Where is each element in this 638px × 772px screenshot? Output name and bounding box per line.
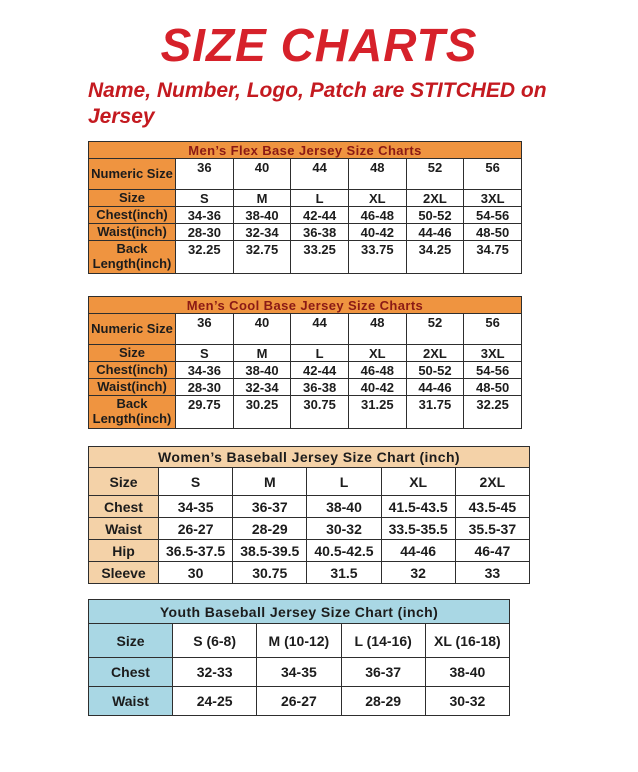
size-cell: 34-35 <box>159 496 233 518</box>
table-row <box>89 207 522 224</box>
table-row <box>89 687 510 716</box>
row-label: Waist(inch) <box>89 379 176 396</box>
table-row <box>89 362 522 379</box>
size-cell: 32.75 <box>233 241 291 274</box>
table-title: Youth Baseball Jersey Size Chart (inch) <box>89 600 510 624</box>
table-title: Women’s Baseball Jersey Size Chart (inch) <box>89 447 530 468</box>
size-cell: 44-46 <box>406 224 464 241</box>
row-label: Size <box>89 624 173 658</box>
size-cell: 34.25 <box>406 241 464 274</box>
size-cell: 30 <box>159 562 233 584</box>
size-cell: 2XL <box>406 345 464 362</box>
size-cell: 28-30 <box>176 224 234 241</box>
size-cell: 54-56 <box>464 362 522 379</box>
table-row <box>89 562 530 584</box>
table-title-row <box>89 142 522 159</box>
size-cell: 32.25 <box>176 241 234 274</box>
table-row <box>89 345 522 362</box>
size-cell: 2XL <box>455 468 529 496</box>
table-row <box>89 518 530 540</box>
size-cell: 40-42 <box>348 224 406 241</box>
table-row <box>89 396 522 429</box>
row-label: Chest(inch) <box>89 362 176 379</box>
size-cell: 40-42 <box>348 379 406 396</box>
size-cell: 34.75 <box>464 241 522 274</box>
row-label: Hip <box>89 540 159 562</box>
size-cell: M <box>233 468 307 496</box>
size-cell: 44-46 <box>381 540 455 562</box>
size-cell: 36-37 <box>233 496 307 518</box>
size-cell: 32 <box>381 562 455 584</box>
youth-size-table <box>88 599 510 716</box>
mens-flex-size-table <box>88 141 522 274</box>
size-cell: M (10-12) <box>257 624 341 658</box>
row-label: Chest(inch) <box>89 207 176 224</box>
row-label: Waist <box>89 687 173 716</box>
size-cell: 48-50 <box>464 224 522 241</box>
table-title: Men’s Cool Base Jersey Size Charts <box>89 297 522 314</box>
size-cell: 42-44 <box>291 362 349 379</box>
size-cell: 56 <box>464 159 522 190</box>
size-cell: 34-36 <box>176 207 234 224</box>
row-label: Size <box>89 468 159 496</box>
size-cell: 33.5-35.5 <box>381 518 455 540</box>
size-cell: 46-48 <box>348 207 406 224</box>
size-cell: 33 <box>455 562 529 584</box>
size-cell: 36.5-37.5 <box>159 540 233 562</box>
size-cell: S (6-8) <box>173 624 257 658</box>
size-cell: 24-25 <box>173 687 257 716</box>
size-cell: M <box>233 190 291 207</box>
size-cell: 40.5-42.5 <box>307 540 381 562</box>
size-cell: 42-44 <box>291 207 349 224</box>
size-cell: 30.25 <box>233 396 291 429</box>
size-cell: 50-52 <box>406 362 464 379</box>
size-cell: 52 <box>406 314 464 345</box>
table-title-row <box>89 447 530 468</box>
size-cell: 48 <box>348 159 406 190</box>
size-cell: L <box>291 345 349 362</box>
size-cell: 48-50 <box>464 379 522 396</box>
table-row <box>89 314 522 345</box>
size-cell: 38.5-39.5 <box>233 540 307 562</box>
row-label: Chest <box>89 658 173 687</box>
size-cell: 33.75 <box>348 241 406 274</box>
table-title-row <box>89 297 522 314</box>
size-cell: 3XL <box>464 190 522 207</box>
table-row <box>89 224 522 241</box>
size-cell: 38-40 <box>307 496 381 518</box>
row-label: Waist(inch) <box>89 224 176 241</box>
size-cell: 50-52 <box>406 207 464 224</box>
size-cell: 36-37 <box>341 658 425 687</box>
size-cell: 35.5-37 <box>455 518 529 540</box>
row-label: Sleeve <box>89 562 159 584</box>
size-cell: 32.25 <box>464 396 522 429</box>
size-cell: 30.75 <box>233 562 307 584</box>
size-cell: 32-34 <box>233 379 291 396</box>
size-cell: 34-36 <box>176 362 234 379</box>
table-row <box>89 190 522 207</box>
size-cell: 36-38 <box>291 379 349 396</box>
size-cell: L (14-16) <box>341 624 425 658</box>
table-title-row <box>89 600 510 624</box>
size-cell: 36 <box>176 314 234 345</box>
size-cell: 38-40 <box>233 207 291 224</box>
size-cell: 3XL <box>464 345 522 362</box>
table-row <box>89 379 522 396</box>
table-row <box>89 540 530 562</box>
size-cell: 26-27 <box>257 687 341 716</box>
size-cell: 48 <box>348 314 406 345</box>
size-cell: 40 <box>233 314 291 345</box>
size-cell: 34-35 <box>257 658 341 687</box>
size-cell: 31.5 <box>307 562 381 584</box>
size-cell: 38-40 <box>233 362 291 379</box>
size-cell: 30-32 <box>307 518 381 540</box>
size-cell: S <box>176 190 234 207</box>
size-cell: XL <box>381 468 455 496</box>
row-label: Size <box>89 345 176 362</box>
row-label: Numeric Size <box>89 159 176 190</box>
size-cell: 31.75 <box>406 396 464 429</box>
table-row <box>89 658 510 687</box>
size-cell: 30.75 <box>291 396 349 429</box>
size-cell: 26-27 <box>159 518 233 540</box>
size-cell: 36 <box>176 159 234 190</box>
row-label: Chest <box>89 496 159 518</box>
size-cell: 56 <box>464 314 522 345</box>
size-cell: 44-46 <box>406 379 464 396</box>
size-cell: 2XL <box>406 190 464 207</box>
size-cell: M <box>233 345 291 362</box>
size-cell: 52 <box>406 159 464 190</box>
size-cell: 28-29 <box>341 687 425 716</box>
row-label: Back Length(inch) <box>89 241 176 274</box>
table-row <box>89 468 530 496</box>
table-row <box>89 159 522 190</box>
size-cell: 31.25 <box>348 396 406 429</box>
size-cell: 32-34 <box>233 224 291 241</box>
size-cell: 54-56 <box>464 207 522 224</box>
page-title: SIZE CHARTS <box>160 19 478 71</box>
size-cell: XL <box>348 345 406 362</box>
size-cell: 44 <box>291 314 349 345</box>
row-label: Numeric Size <box>89 314 176 345</box>
size-cell: 40 <box>233 159 291 190</box>
table-row <box>89 624 510 658</box>
size-cell: 36-38 <box>291 224 349 241</box>
size-cell: 30-32 <box>425 687 509 716</box>
size-cell: L <box>307 468 381 496</box>
size-cell: S <box>176 345 234 362</box>
table-row <box>89 496 530 518</box>
row-label: Waist <box>89 518 159 540</box>
size-cell: 46-47 <box>455 540 529 562</box>
table-row <box>89 241 522 274</box>
size-cell: S <box>159 468 233 496</box>
size-cell: 43.5-45 <box>455 496 529 518</box>
size-cell: 28-30 <box>176 379 234 396</box>
size-cell: XL (16-18) <box>425 624 509 658</box>
size-cell: 44 <box>291 159 349 190</box>
table-title: Men’s Flex Base Jersey Size Charts <box>89 142 522 159</box>
page-subtitle: Name, Number, Logo, Patch are STITCHED on Jersey <box>88 79 547 128</box>
row-label: Size <box>89 190 176 207</box>
size-cell: XL <box>348 190 406 207</box>
size-cell: 28-29 <box>233 518 307 540</box>
size-cell: 41.5-43.5 <box>381 496 455 518</box>
size-cell: 38-40 <box>425 658 509 687</box>
size-cell: 33.25 <box>291 241 349 274</box>
size-cell: 29.75 <box>176 396 234 429</box>
womens-size-table <box>88 446 530 584</box>
size-cell: 46-48 <box>348 362 406 379</box>
size-cell: L <box>291 190 349 207</box>
size-cell: 32-33 <box>173 658 257 687</box>
row-label: Back Length(inch) <box>89 396 176 429</box>
mens-cool-size-table <box>88 296 522 429</box>
